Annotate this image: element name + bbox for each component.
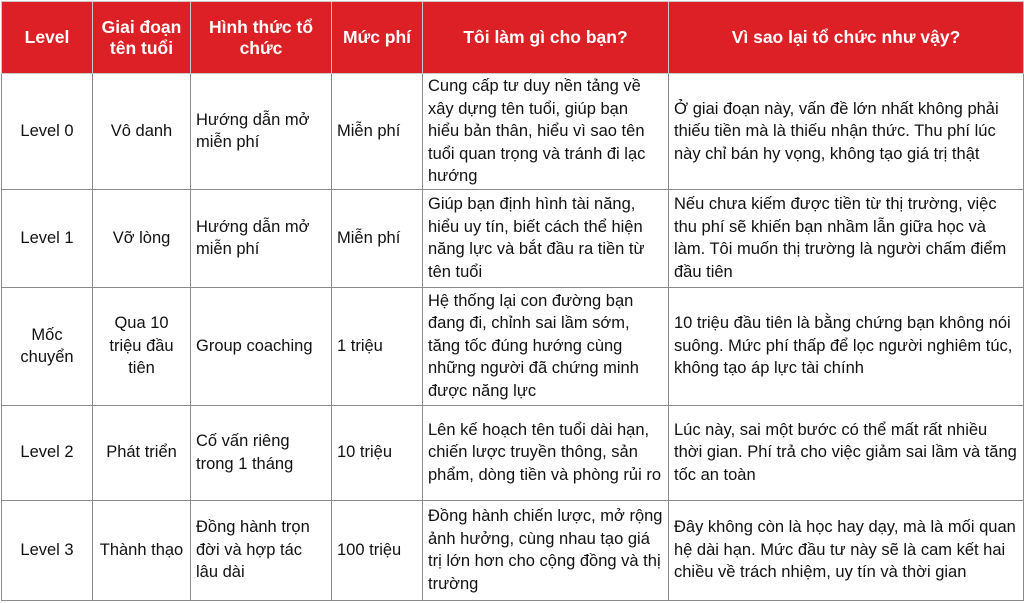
cell-stage: Qua 10 triệu đầu tiên [93,287,191,405]
cell-stage: Vỡ lòng [93,189,191,287]
cell-format: Hướng dẫn mở miễn phí [191,74,332,190]
cell-level: Mốc chuyển [2,287,93,405]
cell-what: Giúp bạn định hình tài năng, hiểu uy tín, biết cách thể hiện năng lực và bắt đầu ra tiền từ tên tuổi [423,189,669,287]
cell-what: Đồng hành chiến lược, mở rộng ảnh hưởng, cùng nhau tạo giá trị lớn hơn cho cộng đồng và thị trường [423,500,669,600]
cell-level: Level 1 [2,189,93,287]
cell-what: Hệ thống lại con đường bạn đang đi, chỉnh sai lầm sớm, tăng tốc đúng hướng cùng những người đã chứng minh được năng lực [423,287,669,405]
cell-why: 10 triệu đầu tiên là bằng chứng bạn không nói suông. Mức phí thấp để lọc người nghiêm túc, không tạo áp lực tài chính [669,287,1024,405]
cell-fee: 1 triệu [332,287,423,405]
cell-fee: Miễn phí [332,189,423,287]
cell-why: Đây không còn là học hay dạy, mà là mối quan hệ dài hạn. Mức đầu tư này sẽ là cam kết hai chiều về trách nhiệm, uy tín và thời gian [669,500,1024,600]
cell-format: Group coaching [191,287,332,405]
cell-fee: 100 triệu [332,500,423,600]
cell-fee: Miễn phí [332,74,423,190]
header-level: Level [2,2,93,74]
table-header-row [2,2,1024,74]
table-row [2,405,1024,500]
cell-format: Cố vấn riêng trong 1 tháng [191,405,332,500]
header-stage: Giai đoạn tên tuổi [93,2,191,74]
header-format: Hình thức tổ chức [191,2,332,74]
cell-fee: 10 triệu [332,405,423,500]
header-fee: Mức phí [332,2,423,74]
cell-why: Nếu chưa kiếm được tiền từ thị trường, việc thu phí sẽ khiến bạn nhầm lẫn giữa học và làm. Tôi muốn thị trường là người chấm điểm đầu tiên [669,189,1024,287]
cell-level: Level 3 [2,500,93,600]
header-why: Vì sao lại tổ chức như vậy? [669,2,1024,74]
cell-format: Hướng dẫn mở miễn phí [191,189,332,287]
header-what-i-do: Tôi làm gì cho bạn? [423,2,669,74]
cell-stage: Thành thạo [93,500,191,600]
table-row [2,74,1024,190]
cell-what: Lên kế hoạch tên tuổi dài hạn, chiến lược truyền thông, sản phẩm, dòng tiền và phòng rủi ro [423,405,669,500]
table-row [2,500,1024,600]
cell-format: Đồng hành trọn đời và hợp tác lâu dài [191,500,332,600]
cell-what: Cung cấp tư duy nền tảng về xây dựng tên tuổi, giúp bạn hiểu bản thân, hiểu vì sao tên tuổi quan trọng và tránh đi lạc hướng [423,74,669,190]
cell-stage: Vô danh [93,74,191,190]
cell-why: Ở giai đoạn này, vấn đề lớn nhất không phải thiếu tiền mà là thiếu nhận thức. Thu phí lúc này chỉ bán hy vọng, không tạo giá trị thật [669,74,1024,190]
pricing-levels-table [1,1,1024,601]
cell-level: Level 0 [2,74,93,190]
table-row [2,287,1024,405]
table-row [2,189,1024,287]
cell-why: Lúc này, sai một bước có thể mất rất nhiều thời gian. Phí trả cho việc giảm sai lầm và tăng tốc an toàn [669,405,1024,500]
cell-stage: Phát triển [93,405,191,500]
cell-level: Level 2 [2,405,93,500]
